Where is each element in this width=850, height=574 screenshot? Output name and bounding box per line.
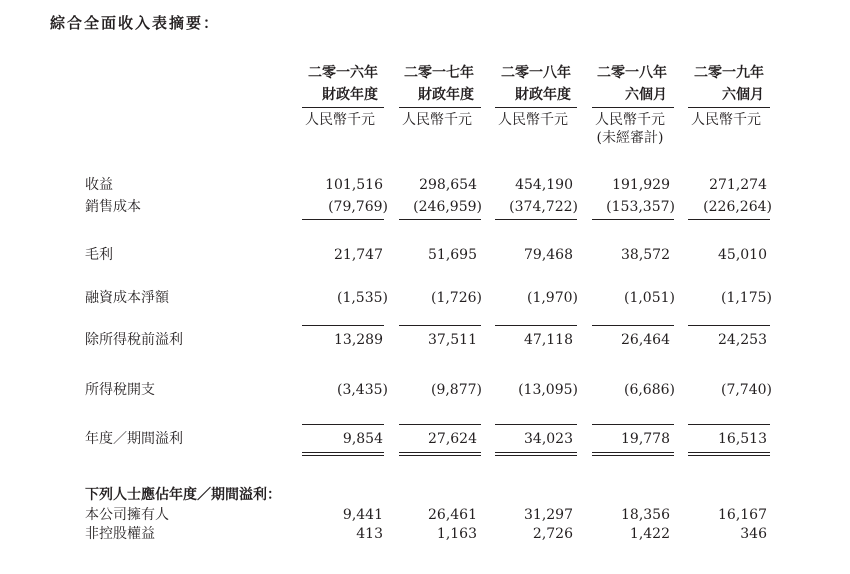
row-value: (3,435)	[336, 382, 388, 398]
row-value: 413	[356, 526, 383, 542]
row-value: 298,654	[419, 177, 477, 193]
total-double-rule	[399, 455, 481, 456]
column-header-period: 二零一八年	[597, 65, 667, 81]
row-label: 融資成本淨額	[85, 290, 169, 306]
subtotal-rule	[302, 424, 384, 425]
header-rule	[302, 107, 384, 108]
row-value: 271,274	[709, 177, 767, 193]
row-value: (1,726)	[430, 290, 482, 306]
subtotal-rule	[592, 219, 674, 220]
subtotal-rule	[495, 325, 577, 326]
row-value: 101,516	[325, 177, 383, 193]
row-value: 18,356	[621, 507, 670, 523]
total-double-rule	[495, 455, 577, 456]
row-value: 346	[740, 526, 767, 542]
column-header	[278, 62, 378, 106]
subtotal-rule	[399, 325, 481, 326]
row-value: 47,118	[524, 332, 573, 348]
row-value: 27,624	[428, 431, 477, 447]
section-label: 下列人士應佔年度／期間溢利：	[85, 487, 281, 503]
row-value: (246,959)	[413, 199, 482, 215]
row-value: 2,726	[532, 526, 573, 542]
column-unit: 人民幣千元	[595, 112, 665, 128]
row-value: 34,023	[524, 431, 573, 447]
total-double-rule	[302, 452, 384, 453]
row-value: 26,464	[621, 332, 670, 348]
header-rule	[688, 107, 770, 108]
row-value: (153,357)	[606, 199, 675, 215]
row-value: 16,167	[718, 507, 767, 523]
subtotal-rule	[302, 325, 384, 326]
row-value: (13,095)	[518, 382, 578, 398]
subtotal-rule	[592, 424, 674, 425]
row-value: 1,163	[436, 526, 477, 542]
subtotal-rule	[688, 325, 770, 326]
row-value: (7,740)	[720, 382, 772, 398]
column-header	[664, 62, 764, 106]
row-value: (1,051)	[623, 290, 675, 306]
row-value: 31,297	[524, 507, 573, 523]
row-value: 454,190	[515, 177, 573, 193]
row-value: (374,722)	[509, 199, 578, 215]
row-value: (9,877)	[430, 382, 482, 398]
column-header-period: 二零一八年	[501, 65, 571, 81]
row-label: 年度／期間溢利	[85, 431, 183, 447]
page-title: 綜合全面收入表摘要：	[50, 14, 221, 32]
column-header	[471, 62, 571, 106]
column-header-type: 財政年度	[418, 87, 474, 103]
row-value: (1,175)	[720, 290, 772, 306]
row-value: 9,441	[342, 507, 383, 523]
column-header-type: 財政年度	[322, 87, 378, 103]
total-double-rule	[302, 455, 384, 456]
row-label: 毛利	[85, 247, 113, 263]
row-value: (79,769)	[328, 199, 388, 215]
column-header-type: 六個月	[722, 87, 764, 103]
column-header	[567, 62, 667, 106]
column-header	[374, 62, 474, 106]
total-double-rule	[688, 455, 770, 456]
row-label: 銷售成本	[85, 199, 141, 215]
row-value: 37,511	[428, 332, 477, 348]
total-double-rule	[688, 452, 770, 453]
total-double-rule	[495, 452, 577, 453]
row-value: 16,513	[718, 431, 767, 447]
row-value: (1,535)	[336, 290, 388, 306]
row-value: 45,010	[718, 247, 767, 263]
subtotal-rule	[399, 219, 481, 220]
row-value: (226,264)	[703, 199, 772, 215]
row-value: 1,422	[629, 526, 670, 542]
row-value: (1,970)	[526, 290, 578, 306]
row-value: 26,461	[428, 507, 477, 523]
row-value: 19,778	[621, 431, 670, 447]
row-value: 21,747	[334, 247, 383, 263]
column-unit: 人民幣千元	[402, 112, 472, 128]
row-value: 9,854	[342, 431, 383, 447]
row-value: (6,686)	[623, 382, 675, 398]
subtotal-rule	[495, 424, 577, 425]
column-unit-note: (未經審計)	[596, 130, 664, 146]
row-value: 13,289	[334, 332, 383, 348]
column-unit: 人民幣千元	[691, 112, 761, 128]
row-label: 非控股權益	[85, 526, 155, 542]
total-double-rule	[592, 455, 674, 456]
subtotal-rule	[688, 219, 770, 220]
column-header-type: 六個月	[625, 87, 667, 103]
subtotal-rule	[495, 219, 577, 220]
row-label: 收益	[85, 177, 113, 193]
row-value: 51,695	[428, 247, 477, 263]
row-value: 79,468	[524, 247, 573, 263]
subtotal-rule	[302, 219, 384, 220]
header-rule	[399, 107, 481, 108]
total-double-rule	[592, 452, 674, 453]
row-label: 除所得稅前溢利	[85, 332, 183, 348]
total-double-rule	[399, 452, 481, 453]
column-unit: 人民幣千元	[305, 112, 375, 128]
header-rule	[495, 107, 577, 108]
subtotal-rule	[688, 424, 770, 425]
subtotal-rule	[399, 424, 481, 425]
column-unit: 人民幣千元	[498, 112, 568, 128]
row-value: 38,572	[621, 247, 670, 263]
column-header-period: 二零一九年	[694, 65, 764, 81]
subtotal-rule	[592, 325, 674, 326]
row-value: 24,253	[718, 332, 767, 348]
column-header-period: 二零一七年	[404, 65, 474, 81]
row-label: 所得稅開支	[85, 382, 155, 398]
row-value: 191,929	[612, 177, 670, 193]
column-header-period: 二零一六年	[308, 65, 378, 81]
column-header-type: 財政年度	[515, 87, 571, 103]
header-rule	[592, 107, 674, 108]
row-label: 本公司擁有人	[85, 507, 169, 523]
